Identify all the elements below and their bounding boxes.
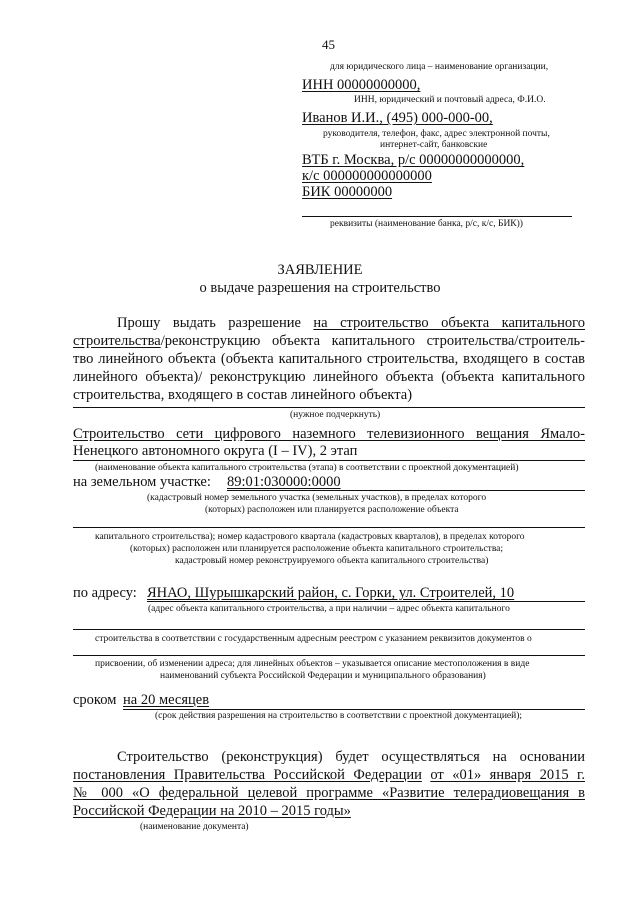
request-line-1 (73, 314, 585, 332)
cadastral-number-value: 89:01:030000:0000 (227, 474, 341, 490)
request-line-4: линейного объекта)/ реконструкцию линейного объекта (объекта капитального (73, 369, 585, 385)
caption-term: (срок действия разрешения на строительство в соответствии с проектной документацией); (155, 711, 523, 721)
document-subtitle: о выдаче разрешения на строительство (199, 280, 441, 296)
head-contact-value: Иванов И.И., (495) 000-000-00, (302, 110, 493, 126)
request-selected-option: на строительство объекта капитального (313, 315, 585, 331)
request-line-5: строительства, входящего в состав линейного объекта) (73, 387, 413, 403)
object-line-2: Ненецкого автономного округа (I – IV), 2 этап (73, 443, 358, 459)
address-label: по адресу: (73, 585, 137, 601)
object-line-1 (73, 425, 585, 443)
caption-address-4: наименований субъекта Российской Федерации и муниципального образования) (160, 671, 486, 681)
plot-rule-2 (73, 527, 585, 528)
caption-address-3: присвоении, об изменении адреса; для линейных объектов – указывается описание местоположения в виде (95, 659, 530, 669)
basis-line-2 (73, 766, 585, 784)
bik-value: БИК 00000000 (302, 184, 393, 200)
caption-plot-4: (которых) расположен или планируется расположение объекта капитального строительства; (130, 544, 504, 554)
request-line-2 (73, 332, 585, 350)
basis-document-title: № 000 «О федеральной целевой программе «Развитие телерадиовещания в (73, 785, 585, 801)
caption-object: (наименование объекта капитального строительства (этапа) в соответствии с проектной документацией) (95, 463, 519, 473)
request-line-2-rest: /реконструкцию объекта капитального строительства/строитель- (160, 333, 585, 349)
address-value: ЯНАО, Шурышкарский район, с. Горки, ул. Строителей, 10 (147, 585, 515, 601)
caption-bank: реквизиты (наименование банка, р/с, к/с, БИК)) (330, 219, 523, 229)
request-prefix: Прошу выдать разрешение (117, 315, 301, 331)
request-line-3: тво линейного объекта (объекта капитального строительства, входящего в состав (73, 351, 585, 367)
caption-plot-3: капитального строительства); номер кадастрового квартала (кадастровых кварталов), в пределах которого (95, 532, 525, 542)
address-rule (147, 601, 585, 602)
caption-head-2: интернет-сайт, банковские (380, 140, 488, 150)
object-name-part-1: Строительство сети цифрового наземного телевизионного вещания Ямало- (73, 426, 585, 442)
document-title: ЗАЯВЛЕНИЕ (277, 262, 363, 278)
basis-line-3 (73, 784, 585, 802)
basis-line-4: Российской Федерации на 2010 – 2015 годы» (73, 803, 351, 819)
caption-plot-1: (кадастровый номер земельного участка (земельных участков), в пределах которого (147, 493, 487, 503)
correspondent-account-value: к/с 000000000000000 (302, 168, 432, 184)
caption-plot-2: (которых) расположен или планируется расположение объекта (205, 505, 459, 515)
inn-value: ИНН 00000000000, (302, 77, 421, 93)
plot-rule (227, 490, 585, 491)
bank-requisites-rule (302, 216, 572, 217)
request-selected-option-end: строительства (73, 333, 161, 349)
caption-organization: для юридического лица – наименование организации, (330, 62, 549, 72)
basis-document-date: от «01» января 2015 г. (430, 767, 585, 783)
caption-request: (нужное подчеркнуть) (290, 410, 381, 420)
request-rule (73, 407, 585, 408)
address-rule-3 (73, 655, 585, 656)
caption-address-1: (адрес объекта капитального строительства, а при наличии – адрес объекта капитального (148, 604, 510, 614)
caption-basis: (наименование документа) (140, 822, 249, 832)
plot-label: на земельном участке: (73, 474, 211, 490)
term-label: сроком (73, 692, 117, 708)
basis-document-type: постановления Правительства Российской Федерации (73, 767, 422, 783)
caption-plot-5: кадастровый номер реконструируемого объекта капитального строительства) (175, 556, 489, 566)
address-rule-2 (73, 629, 585, 630)
caption-address-2: строительства в соответствии с государственным адресным реестром с указанием реквизитов документов о (95, 634, 532, 644)
caption-head-1: руководителя, телефон, факс, адрес электронной почты, (323, 129, 550, 139)
term-value: на 20 месяцев (123, 692, 210, 708)
bank-account-value: ВТБ г. Москва, р/с 00000000000000, (302, 152, 525, 168)
page-number: 45 (322, 37, 335, 52)
basis-line-1: Строительство (реконструкция) будет осуществляться на основании (117, 749, 585, 765)
object-rule (73, 460, 585, 461)
caption-inn: ИНН, юридический и почтовый адреса, Ф.И.О. (354, 95, 546, 105)
